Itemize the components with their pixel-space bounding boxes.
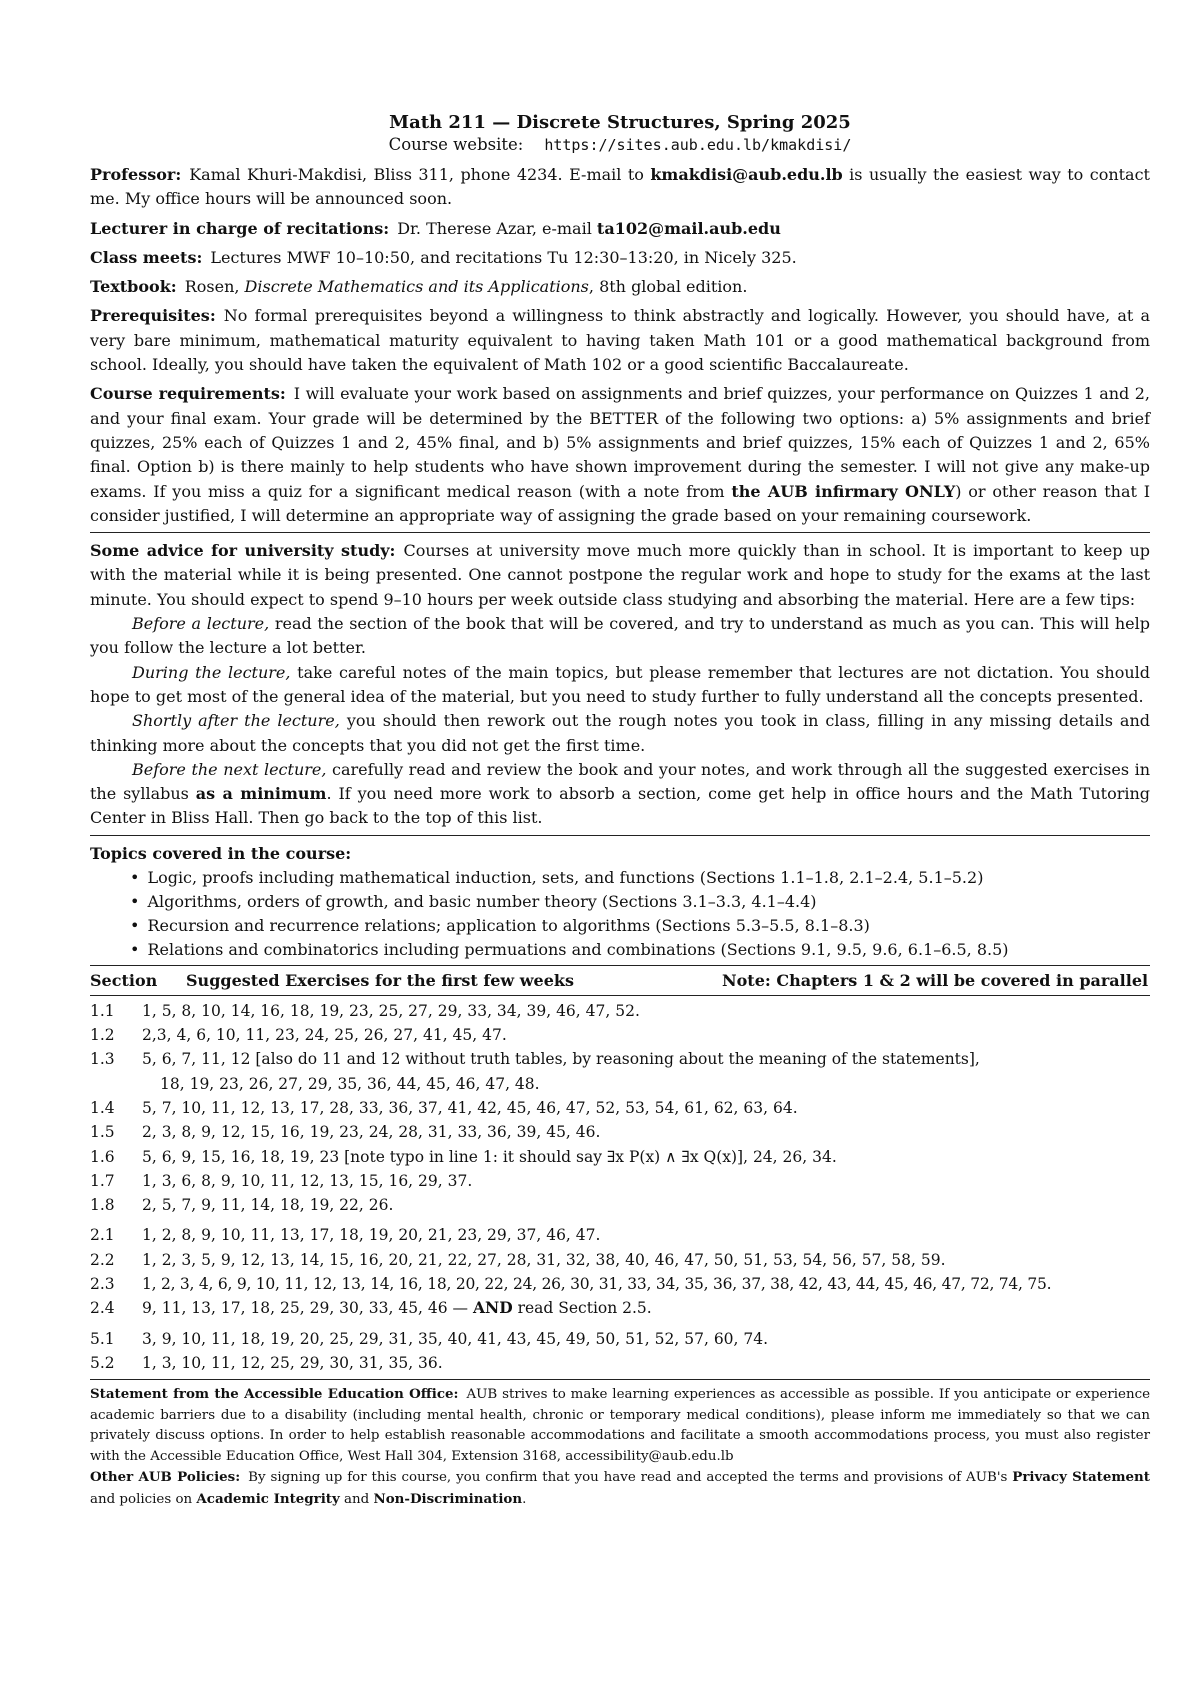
row-exercises: 1, 2, 3, 4, 6, 9, 10, 11, 12, 13, 14, 16, 18, 20, 22, 24, 26, 30, 31, 33, 34, 35, 36, 37, 38, 42, 43, 44, 45, 46, 47, 72, 74, 75. (142, 1274, 1052, 1293)
advice-tip (90, 612, 1150, 661)
table-row (90, 1296, 1150, 1320)
tip-text: read the section of the book that will be covered, and try to understand as much as you can. This will help you follow the lecture a lot better. (90, 614, 1151, 658)
policies-label: Other AUB Policies: (90, 1469, 241, 1486)
professor-text: Kamal Khuri-Makdisi, Bliss 311, phone 4234. E-mail to (189, 165, 651, 184)
topics-heading: Topics covered in the course: (90, 843, 352, 863)
topic-item: • Relations and combinatorics including permuations and combinations (Sections 9.1, 9.5, 9.6, 6.1–6.5, 8.5) (130, 938, 1150, 962)
row-section: 1.7 (90, 1171, 115, 1190)
non-discrimination-link[interactable]: Non-Discrimination (373, 1490, 523, 1507)
advice-label: Some advice for university study: (90, 541, 396, 561)
row-exercises: 1, 3, 10, 11, 12, 25, 29, 30, 31, 35, 36. (142, 1353, 443, 1372)
row-exercises: 1, 5, 8, 10, 14, 16, 18, 19, 23, 25, 27, 29, 33, 34, 39, 46, 47, 52. (142, 1001, 640, 1020)
textbook-author: Rosen, (184, 277, 245, 297)
requirements-text: I will evaluate your work based on assignments and brief quizzes, your performance on Quizzes 1 and 2, and your final exam. Your grade will be determined by the BETTER of the following two options: a) 5% assignments and brief quizzes, 25% each of Quizzes 1 and 2, 45% final, and b) 5% assignments and brief quizzes, 15% each of Quizzes 1 and 2, 65% final. Option b) is there mainly to help students who have shown improvement during the semester. I will not give any make-up exams. If you miss a quiz for a significant medical reason (with a note from (90, 384, 1151, 501)
row-exercises: 2, 3, 8, 9, 12, 15, 16, 19, 23, 24, 28, 31, 33, 36, 39, 45, 46. (142, 1123, 601, 1142)
lecturer-email[interactable]: ta102@mail.aub.edu (596, 218, 781, 238)
row-section: 2.2 (90, 1250, 115, 1269)
professor-text-end: is usually the easiest way to contact me. My office hours will be announced soon. (90, 165, 1150, 209)
accessibility-text: AUB strives to make learning experiences as accessible as possible. If you anticipate or experience academic barriers due to a disability (including mental health, chronic or temporary medical conditions), please inform me immediately so that we can privately discuss options. In order to help establish reasonable accommodations and facilitate a smooth accommodations process, you must also register with the Accessible Education Office, West Hall 304, Extension 3168, accessibility@aub.edu.lb (90, 1387, 1150, 1464)
row-section: 2.3 (90, 1274, 115, 1293)
table-row (90, 1223, 1150, 1247)
table-row (90, 1145, 1150, 1169)
table-row (90, 1120, 1150, 1144)
exercises-header (90, 968, 1150, 994)
class-meets-text: Lectures MWF 10–10:50, and recitations Tu 12:30–13:20, in Nicely 325. (210, 247, 797, 267)
syllabus-page (90, 112, 1150, 1510)
row-exercises: 5, 6, 7, 11, 12 [also do 11 and 12 without truth tables, by reasoning about the meaning of the statements], (142, 1050, 980, 1069)
exercises-table (90, 999, 1150, 1375)
class-meets-section (90, 246, 1150, 270)
row-section: 1.8 (90, 1196, 115, 1215)
row-section: 1.1 (90, 1001, 115, 1020)
requirements-text-end: ) or other reason that I consider justified, I will determine an appropriate way of assigning the grade based on your remaining coursework. (90, 481, 1151, 525)
tip-lead: Before a lecture, (132, 614, 270, 634)
tip-text: you should then rework out the rough notes you took in class, filling in any missing details and thinking more about the concepts that you did not get the first time. (90, 711, 1150, 755)
course-title: Math 211 — Discrete Structures, Spring 2025 (389, 112, 851, 133)
tip-text: carefully read and review the book and your notes, and work through all the suggested exercises in the syllabus (90, 759, 1151, 804)
row-section: 1.4 (90, 1098, 115, 1117)
row-exercises: 3, 9, 10, 11, 18, 19, 20, 25, 29, 31, 35, 40, 41, 43, 45, 49, 50, 51, 52, 57, 60, 74. (142, 1329, 769, 1348)
tip-lead: During the lecture, (132, 662, 291, 682)
row-section: 1.3 (90, 1050, 115, 1069)
tip-minimum: as a minimum (195, 784, 327, 804)
accessibility-label: Statement from the Accessible Education Office: (90, 1386, 459, 1403)
table-row (90, 1193, 1150, 1217)
academic-integrity-link[interactable]: Academic Integrity (196, 1490, 340, 1507)
class-meets-label: Class meets: (90, 247, 203, 267)
row-section: 1.6 (90, 1147, 115, 1166)
privacy-statement-link[interactable]: Privacy Statement (1012, 1469, 1150, 1486)
textbook-title: Discrete Mathematics and its Applications (244, 277, 589, 297)
advice-tip (90, 758, 1150, 831)
row-section: 1.5 (90, 1123, 115, 1142)
advice-tip (90, 661, 1150, 710)
textbook-edition: , 8th global edition. (588, 277, 748, 297)
row-exercises: 1, 3, 6, 8, 9, 10, 11, 12, 13, 15, 16, 29, 37. (142, 1171, 473, 1190)
advice-text: Courses at university move much more quickly than in school. It is important to keep up with the material while it is being presented. One cannot postpone the regular work and hope to study for the exams at the last minute. You should expect to spend 9–10 hours per week outside class studying and absorbing the material. Here are a few tips: (90, 541, 1150, 609)
divider (90, 965, 1150, 966)
row-exercises: 2, 5, 7, 9, 11, 14, 18, 19, 22, 26. (142, 1196, 394, 1215)
topic-item: • Recursion and recurrence relations; application to algorithms (Sections 5.3–5.5, 8.1–8.3) (130, 914, 1150, 938)
topic-item: • Logic, proofs including mathematical induction, sets, and functions (Sections 1.1–1.8, 2.1–2.4, 5.1–5.2) (130, 866, 1150, 890)
topic-item: • Algorithms, orders of growth, and basic number theory (Sections 3.1–3.3, 4.1–4.4) (130, 890, 1150, 914)
divider (90, 995, 1150, 996)
table-row-continued (90, 1072, 1150, 1096)
requirements-label: Course requirements: (90, 384, 286, 404)
lecturer-text: Dr. Therese Azar, e-mail (397, 218, 597, 238)
row-section: 2.1 (90, 1226, 115, 1245)
table-row (90, 1327, 1150, 1351)
lecturer-section (90, 217, 1150, 241)
row-exercises: 2,3, 4, 6, 10, 11, 23, 24, 25, 26, 27, 41, 45, 47. (142, 1026, 507, 1045)
course-website (90, 134, 1150, 156)
professor-email[interactable]: kmakdisi@aub.edu.lb (650, 165, 843, 184)
website-url[interactable]: https://sites.aub.edu.lb/kmakdisi/ (544, 136, 852, 154)
tip-text-end: . If you need more work to absorb a section, come get help in office hours and the Math Tutoring Center in Bliss Hall. Then go back to the top of this list. (90, 784, 1151, 828)
website-label: Course website: (388, 135, 524, 154)
col-exercises: Suggested Exercises for the first few weeks (186, 970, 574, 990)
table-row (90, 1272, 1150, 1296)
textbook-section (90, 275, 1150, 299)
professor-label: Professor: (90, 165, 182, 184)
row-exercises: 18, 19, 23, 26, 27, 29, 35, 36, 44, 45, 46, 47, 48. (160, 1074, 540, 1093)
prerequisites-label: Prerequisites: (90, 306, 216, 326)
table-row (90, 1351, 1150, 1375)
row-exercises: 1, 2, 3, 5, 9, 12, 13, 14, 15, 16, 20, 21, 22, 27, 28, 31, 32, 38, 40, 46, 47, 50, 51, 53, 54, 56, 57, 58, 59. (142, 1250, 946, 1269)
divider (90, 532, 1150, 533)
table-row (90, 1047, 1150, 1071)
row-exercises: 1, 2, 8, 9, 10, 11, 13, 17, 18, 19, 20, 21, 23, 29, 37, 46, 47. (142, 1226, 601, 1245)
col-section: Section (90, 970, 158, 990)
prerequisites-section (90, 304, 1150, 377)
prerequisites-text: No formal prerequisites beyond a willingness to think abstractly and logically. However, you should have, at a very bare minimum, mathematical maturity equivalent to having taken Math 101 or a good mathematical background from school. Ideally, you should have taken the equivalent of Math 102 or a good scientific Baccalaureate. (90, 306, 1150, 375)
row-exercises: 5, 7, 10, 11, 12, 13, 17, 28, 33, 36, 37, 41, 42, 45, 46, 47, 52, 53, 54, 61, 62, 63, 64. (142, 1098, 798, 1117)
requirements-infirmary: the AUB infirmary ONLY (731, 481, 956, 501)
table-row (90, 1023, 1150, 1047)
table-row (90, 1096, 1150, 1120)
col-note: Note: Chapters 1 & 2 will be covered in parallel (722, 970, 1149, 990)
divider (90, 1379, 1150, 1380)
lecturer-label: Lecturer in charge of recitations: (90, 218, 390, 238)
textbook-label: Textbook: (90, 277, 177, 297)
policies-statement: Other AUB Policies: By signing up for this course, you confirm that you have read and accepted the terms and provisions of AUB's Privacy Statement and policies on Academic Integrity and Non-Discrimination. (90, 1469, 1150, 1507)
advice-tip (90, 709, 1150, 758)
tip-lead: Shortly after the lecture, (132, 711, 340, 731)
table-row (90, 1169, 1150, 1193)
accessibility-statement (90, 1384, 1150, 1467)
row-section: 2.4 (90, 1299, 115, 1318)
topics-list (90, 866, 1150, 962)
row-section: 5.2 (90, 1353, 115, 1372)
advice-intro (90, 539, 1150, 612)
table-row (90, 1248, 1150, 1272)
professor-section (90, 163, 1150, 212)
row-exercises: 5, 6, 9, 15, 16, 18, 19, 23 [note typo in line 1: it should say ∃x P(x) ∧ ∃x Q(x)], 24, 26, 34. (142, 1147, 837, 1166)
row-section: 5.1 (90, 1329, 115, 1348)
divider (90, 835, 1150, 836)
tip-text: take careful notes of the main topics, but please remember that lectures are not dictation. You should hope to get most of the general idea of the material, but you need to study further to fully understand all the concepts presented. (90, 662, 1150, 706)
table-row (90, 999, 1150, 1023)
row-section: 1.2 (90, 1026, 115, 1045)
row-exercises: 9, 11, 13, 17, 18, 25, 29, 30, 33, 45, 46 — AND read Section 2.5. (142, 1298, 652, 1318)
requirements-section (90, 382, 1150, 528)
tip-lead: Before the next lecture, (132, 759, 327, 779)
